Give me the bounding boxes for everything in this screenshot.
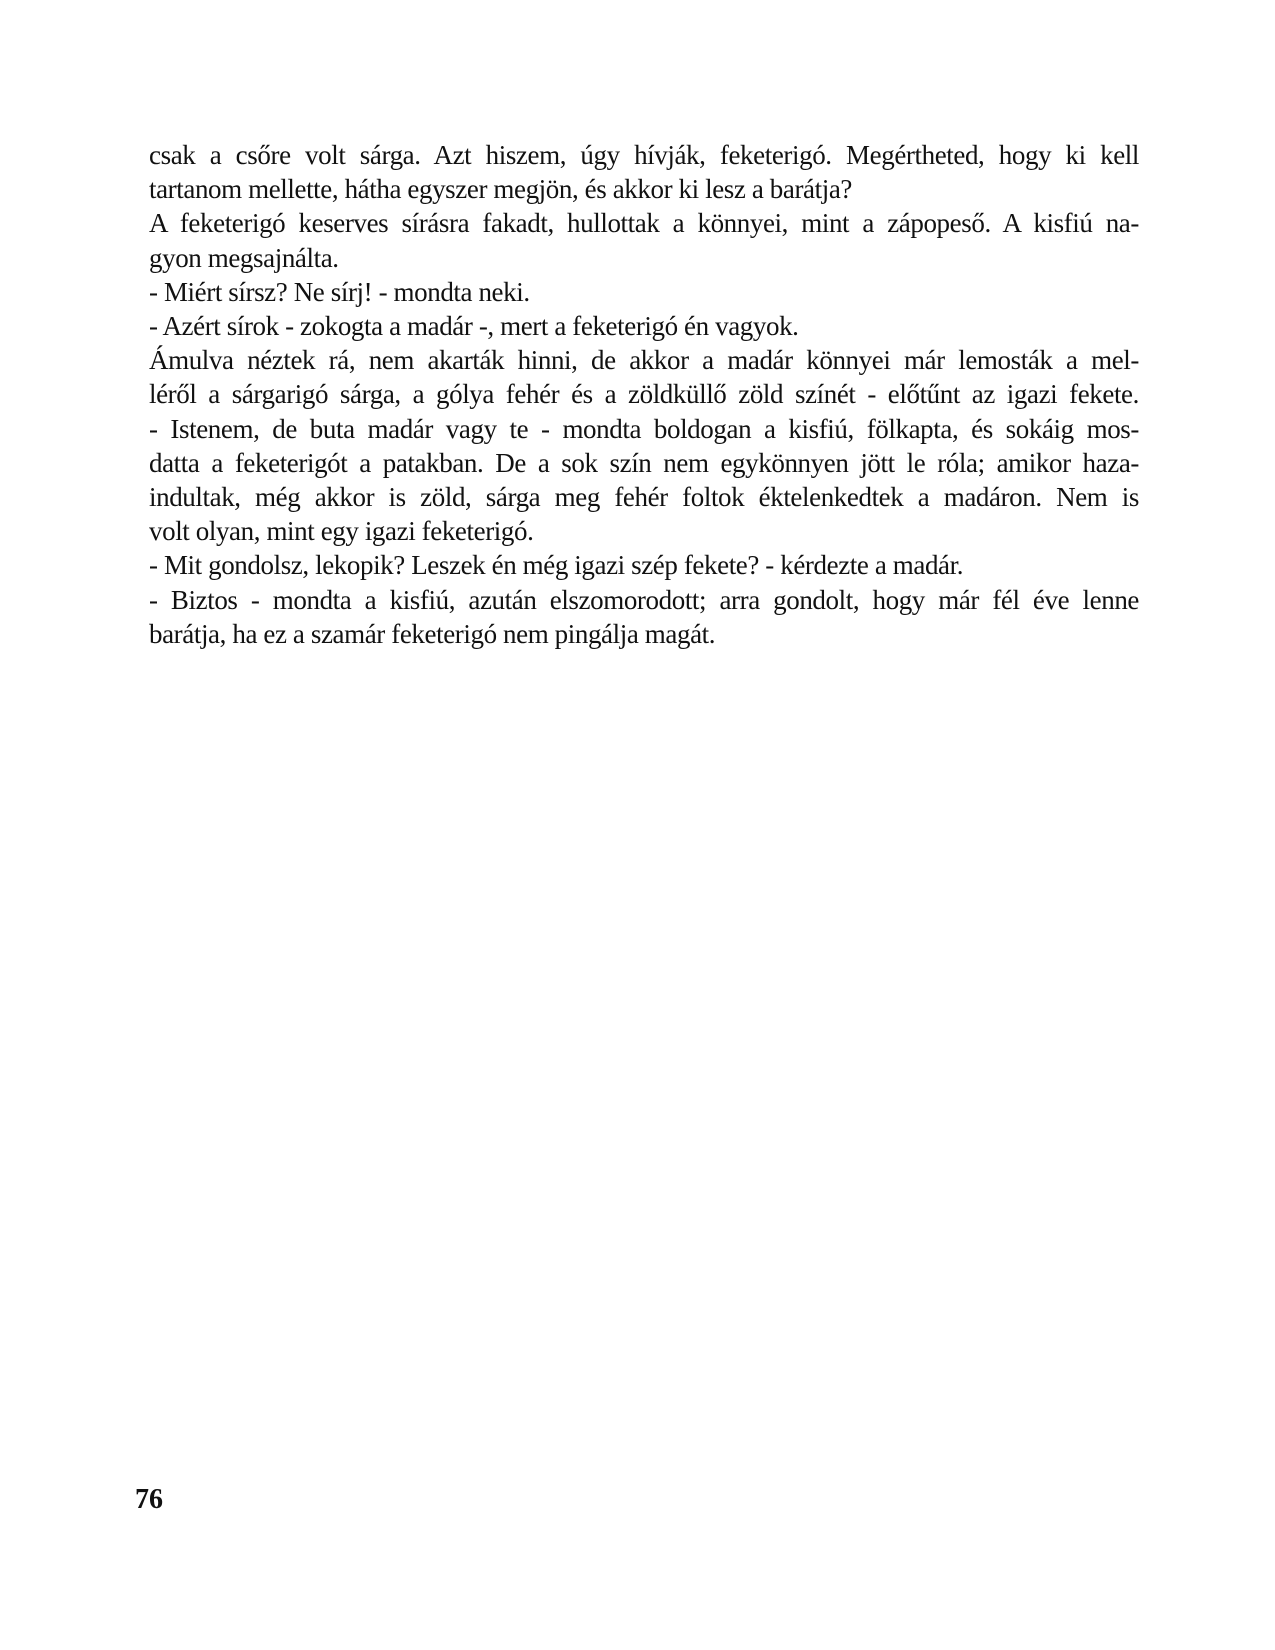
text-line: Ámulva néztek rá, nem akarták hinni, de akkor a madár könnyei már lemosták a mel- — [149, 345, 1139, 376]
page-number: 76 — [135, 1484, 163, 1515]
text-line: volt olyan, mint egy igazi feketerigó. — [149, 516, 534, 547]
text-line: indultak, még akkor is zöld, sárga meg fehér foltok éktelenkedtek a madáron. Nem is — [149, 482, 1139, 513]
text-line: - Mit gondolsz, lekopik? Leszek én még igazi szép fekete? - kérdezte a madár. — [149, 550, 964, 581]
body-text — [149, 138, 1139, 651]
text-line: csak a csőre volt sárga. Azt hiszem, úgy hívják, feketerigó. Megértheted, hogy ki kell — [149, 140, 1139, 170]
text-line: gyon megsajnálta. — [149, 242, 339, 273]
text-line: léről a sárgarigó sárga, a gólya fehér és a zöldküllő zöld színét - előtűnt az igazi fekete. — [149, 379, 1139, 410]
text-line: datta a feketerigót a patakban. De a sok szín nem egykönnyen jött le róla; amikor haza- — [149, 447, 1139, 478]
text-line: - Istenem, de buta madár vagy te - mondta boldogan a kisfiú, fölkapta, és sokáig mos- — [149, 413, 1139, 444]
text-line: A feketerigó keserves sírásra fakadt, hullottak a könnyei, mint a zápореső. A kisfiú na- — [149, 208, 1139, 239]
text-line: - Azért sírok - zokogta a madár -, mert a feketerigó én vagyok. — [149, 311, 799, 342]
text-line: - Miért sírsz? Ne sírj! - mondta neki. — [149, 276, 530, 307]
text-line: - Biztos - mondta a kisfiú, azután elszomorodott; arra gondolt, hogy már fél éve lenne — [149, 584, 1139, 615]
text-line: barátja, ha ez a szamár feketerigó nem pingálja magát. — [149, 618, 716, 649]
text-line: tartanom mellette, hátha egyszer megjön, és akkor ki lesz a barátja? — [149, 174, 852, 205]
